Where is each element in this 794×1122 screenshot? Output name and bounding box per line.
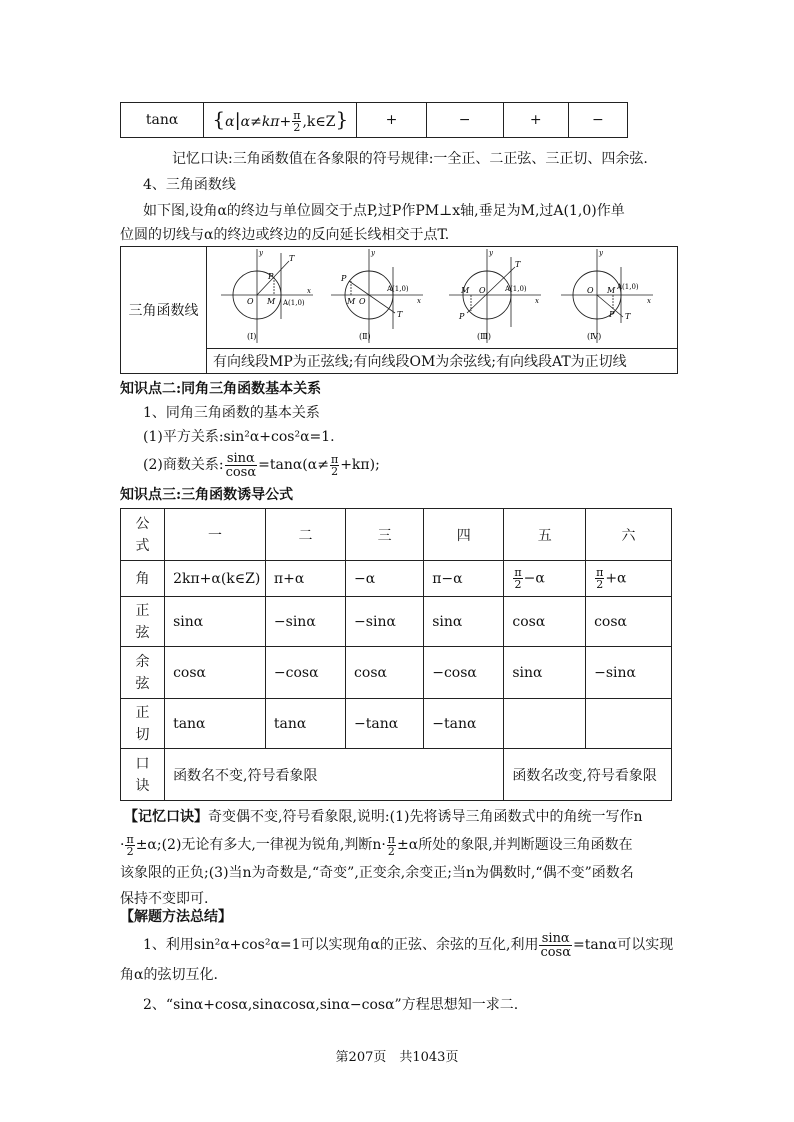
pi-over-2-fraction: $\frac{\pi}{2}$ [126, 832, 134, 858]
svg-text:O: O [247, 297, 254, 307]
section4-text-2: 位圆的切线与α的终边或终边的反向延长线相交于点T. [120, 227, 450, 243]
svg-text:x: x [417, 297, 421, 306]
trig-line-figures [207, 247, 678, 349]
header-5: 五 [504, 509, 586, 561]
methods-head: 【解题方法总结】 [120, 909, 232, 925]
rule-right: 函数名改变,符号看象限 [504, 749, 672, 801]
sign-table-tan-row [120, 102, 628, 138]
memo-head: 【记忆口诀】 [124, 809, 208, 825]
svg-text:T: T [397, 310, 403, 320]
figure-quadrant-3 [445, 247, 545, 351]
tan-3: −tanα [346, 699, 424, 749]
unit-circle-figure-2 [327, 247, 427, 347]
header-label-cell: 公 式 [121, 509, 165, 561]
svg-text:A(1,0): A(1,0) [283, 299, 305, 308]
unit-circle-figure-4 [557, 247, 657, 347]
sin-over-cos-fraction: $\frac{\sin\alpha}{\cos\alpha}$ [540, 930, 572, 960]
figure-quadrant-1 [217, 247, 317, 351]
svg-text:A(1,0): A(1,0) [617, 283, 639, 292]
trig-line-label: 三角函数线 [121, 247, 207, 374]
sin-2: −sinα [265, 597, 345, 647]
svg-text:M: M [347, 297, 356, 307]
svg-text:T: T [625, 312, 631, 322]
sign-mnemonic: 记忆口诀:三角函数值在各象限的符号规律:一全正、二正弦、三正切、四余弦. [172, 151, 648, 167]
trig-line-table [120, 246, 678, 374]
svg-text:A(1,0): A(1,0) [505, 285, 527, 294]
header-1: 一 [165, 509, 266, 561]
svg-text:P: P [268, 272, 274, 282]
sign-quadrant-3: + [503, 103, 568, 138]
svg-text:x: x [647, 297, 651, 306]
svg-text:A(1,0): A(1,0) [387, 285, 409, 294]
pi-over-2-fraction: $\frac{\pi}{2}$ [293, 109, 301, 135]
section4-text-1: 如下图,设角α的终边与单位圆交于点P,过P作PM⊥x轴,垂足为M,过A(1,0)作单 [143, 203, 625, 219]
cos-3: cosα [346, 647, 424, 699]
kp2-sub: 1、同角三角函数的基本关系 [143, 405, 320, 421]
svg-text:x: x [307, 287, 311, 296]
sin-3: −sinα [346, 597, 424, 647]
svg-text:(Ⅳ): (Ⅳ) [587, 332, 602, 342]
pi-over-2-fraction: $\frac{\pi}{2}$ [330, 452, 339, 478]
header-6: 六 [586, 509, 672, 561]
methods-p1: 1、利用sin²α+cos²α=1可以实现角α的正弦、余弦的互化,利用 $\frac{\sin\alpha}{\cos\alpha}$ =tanα可以实现 角α的弦切互化. [120, 930, 674, 983]
cos-4: −cosα [424, 647, 504, 699]
rule-left: 函数名不变,符号看象限 [165, 749, 504, 801]
kp3-title: 知识点三:三角函数诱导公式 [120, 487, 294, 503]
pi-over-2-fraction: $\frac{\pi}{2}$ [387, 832, 396, 858]
kp2-square-relation: (1)平方关系:sin²α+cos²α=1. [143, 429, 335, 445]
trig-line-footer: 有向线段MP为正弦线;有向线段OM为余弦线;有向线段AT为正切线 [207, 348, 678, 373]
svg-text:P: P [609, 310, 615, 320]
section4-title: 4、三角函数线 [143, 177, 236, 193]
kp2-title: 知识点二:同角三角函数基本关系 [120, 381, 322, 397]
sin-1: sinα [165, 597, 266, 647]
sign-quadrant-4: − [568, 103, 627, 138]
angle-3: −α [346, 561, 424, 597]
angle-5: $\frac{\pi}{2}$ −α [504, 561, 586, 597]
cos-2: −cosα [265, 647, 345, 699]
sign-quadrant-2: − [426, 103, 503, 138]
svg-text:x: x [535, 297, 539, 306]
svg-text:P: P [341, 274, 347, 284]
induction-formula-table [120, 508, 672, 801]
cos-5: sinα [504, 647, 586, 699]
cos-6: −sinα [586, 647, 672, 699]
unit-circle-figure-3 [445, 247, 545, 347]
tan-label: 正 切 [121, 699, 165, 749]
header-3: 三 [346, 509, 424, 561]
sin-4: sinα [424, 597, 504, 647]
sin-6: cosα [586, 597, 672, 647]
sin-over-cos-fraction: $\frac{\sin\alpha}{\cos\alpha}$ [225, 450, 257, 480]
svg-text:T: T [289, 254, 295, 264]
tan-5 [504, 699, 586, 749]
svg-text:M: M [461, 286, 470, 296]
tan-1: tanα [165, 699, 266, 749]
sin-5: cosα [504, 597, 586, 647]
angle-1: 2kπ+α(k∈Z) [165, 561, 266, 597]
svg-text:(Ⅰ): (Ⅰ) [247, 332, 257, 342]
figure-quadrant-2 [327, 247, 427, 351]
angle-6: $\frac{\pi}{2}$ +α [586, 561, 672, 597]
tan-2: tanα [265, 699, 345, 749]
svg-text:P: P [459, 312, 465, 322]
kp2-quotient-relation: (2)商数关系: $\frac{\sin\alpha}{\cos\alpha}$ =tanα(α≠ $\frac{\pi}{2}$ +kπ); [143, 450, 380, 480]
header-2: 二 [265, 509, 345, 561]
angle-label: 角 [121, 561, 165, 597]
figure-quadrant-4 [557, 247, 657, 351]
unit-circle-figure-1 [217, 247, 317, 347]
header-4: 四 [424, 509, 504, 561]
memo-paragraph: 【记忆口诀】奇变偶不变,符号看象限,说明:(1)先将诱导三角函数式中的角统一写作n · $\frac{\pi}{2}$ ±α;(2)无论有多大,一律视为锐角,判断n· $\frac{\pi}{2}$ ±α所处的象限,并判断题设三角函数在 该象限的正负;(3)当n为奇数是,“奇变”,正变余,余变正;当n为偶数时,“偶不变”函数名 保持不变即可. [120, 809, 643, 907]
svg-text:O: O [479, 286, 486, 296]
svg-text:M: M [607, 286, 616, 296]
tan-6 [586, 699, 672, 749]
sign-quadrant-1: + [357, 103, 426, 138]
svg-text:M: M [267, 297, 276, 307]
sin-label: 正 弦 [121, 597, 165, 647]
rule-label: 口 诀 [121, 749, 165, 801]
svg-text:(Ⅲ): (Ⅲ) [477, 332, 491, 342]
tan-domain-cell: {α|α≠kπ+ $\frac{\pi}{2}$ ,k∈Z} [204, 103, 357, 138]
tan-4: −tanα [424, 699, 504, 749]
svg-text:y: y [599, 249, 603, 258]
svg-text:y: y [489, 249, 493, 258]
page-footer: 第207页 共1043页 [335, 1050, 459, 1065]
svg-text:(Ⅱ): (Ⅱ) [359, 332, 371, 342]
angle-4: π−α [424, 561, 504, 597]
cos-1: cosα [165, 647, 266, 699]
tan-func-cell: tanα [121, 103, 204, 138]
methods-p2: 2、“sinα+cosα,sinαcosα,sinα−cosα”方程思想知一求二. [143, 997, 519, 1013]
svg-text:y: y [259, 249, 263, 258]
svg-text:O: O [359, 297, 366, 307]
svg-text:T: T [515, 260, 521, 270]
cos-label: 余 弦 [121, 647, 165, 699]
angle-2: π+α [265, 561, 345, 597]
svg-text:y: y [371, 249, 375, 258]
svg-text:O: O [587, 286, 594, 296]
